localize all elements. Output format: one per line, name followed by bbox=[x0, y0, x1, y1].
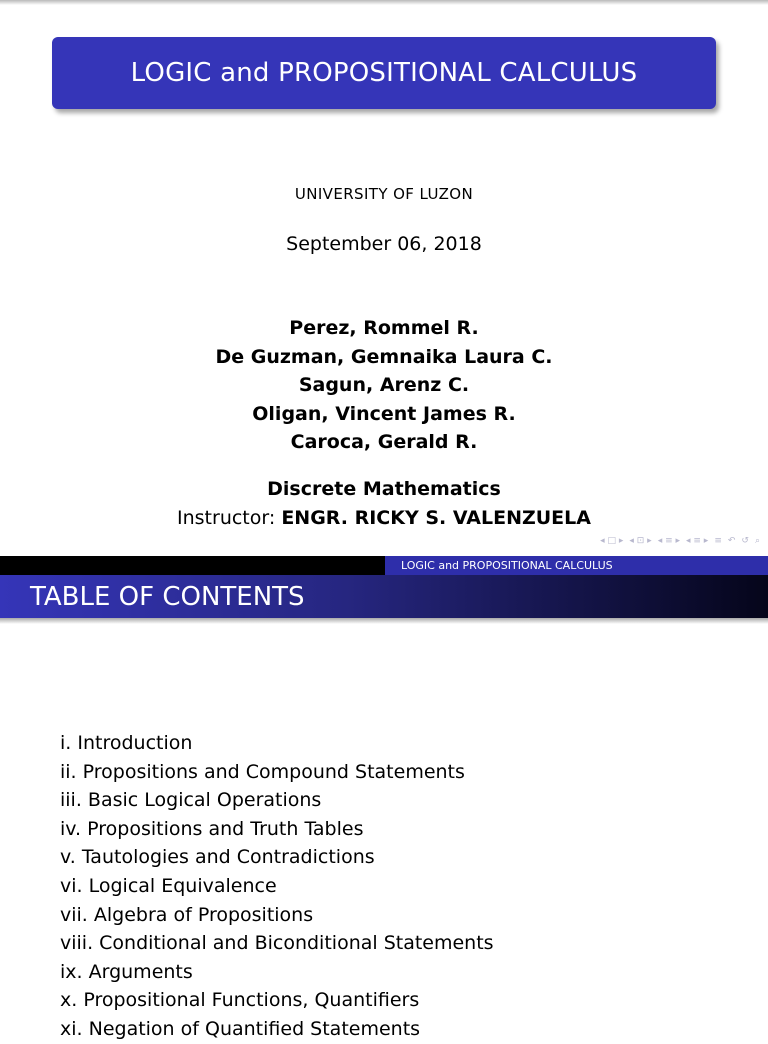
nav-document-icon[interactable]: ◂ ≡ ▸ bbox=[686, 536, 709, 546]
author-name: Caroca, Gerald R. bbox=[290, 431, 478, 453]
toc-item[interactable]: i. Introduction bbox=[60, 732, 193, 754]
slide-top-edge bbox=[0, 0, 768, 5]
instructor-name: ENGR. RICKY S. VALENZUELA bbox=[281, 507, 591, 529]
instructor-label: Instructor: bbox=[177, 507, 276, 529]
presentation-date: September 06, 2018 bbox=[286, 233, 482, 255]
author-name: Oligan, Vincent James R. bbox=[252, 402, 516, 425]
headline-title: LOGIC and PROPOSITIONAL CALCULUS bbox=[401, 559, 613, 572]
beamer-navigation-bar bbox=[600, 536, 760, 546]
toc-item[interactable]: iii. Basic Logical Operations bbox=[60, 789, 322, 812]
author-name: Sagun, Arenz C. bbox=[298, 374, 470, 396]
author-name: Perez, Rommel R. bbox=[289, 317, 479, 339]
nav-align-icon[interactable]: ≡ bbox=[714, 536, 722, 546]
toc-item[interactable]: v. Tautologies and Contradictions bbox=[60, 846, 375, 869]
author-name: De Guzman, Gemnaika Laura C. bbox=[215, 345, 553, 368]
toc-item[interactable]: viii. Conditional and Biconditional Statements bbox=[60, 932, 494, 955]
frame-title-bar bbox=[0, 575, 768, 618]
toc-item[interactable]: x. Propositional Functions, Quantifiers bbox=[60, 989, 420, 1012]
toc-item[interactable]: vi. Logical Equivalence bbox=[60, 874, 277, 897]
toc-slide bbox=[0, 556, 768, 1040]
toc-item[interactable]: ix. Arguments bbox=[60, 960, 193, 983]
toc-item[interactable]: ii. Propositions and Compound Statements bbox=[60, 760, 465, 783]
nav-back-icon[interactable]: ↶ bbox=[727, 536, 736, 546]
frame-title-shadow bbox=[0, 618, 768, 624]
nav-section-icon[interactable]: ◂ ≡ ▸ bbox=[657, 536, 680, 546]
nav-frame-icon[interactable]: ◂ □ ▸ bbox=[600, 536, 624, 546]
toc-item[interactable]: iv. Propositions and Truth Tables bbox=[60, 817, 364, 840]
nav-subsection-icon[interactable]: ◂ ⊡ ▸ bbox=[629, 536, 652, 546]
author-list bbox=[0, 314, 768, 457]
toc-item[interactable]: xi. Negation of Quantified Statements bbox=[60, 1017, 421, 1040]
headline-title-box bbox=[385, 556, 768, 575]
instructor-line bbox=[0, 507, 768, 529]
presentation-title: LOGIC and PROPOSITIONAL CALCULUS bbox=[130, 58, 638, 88]
frame-title: TABLE OF CONTENTS bbox=[30, 581, 305, 612]
toc-list bbox=[60, 729, 494, 1044]
toc-item[interactable]: vii. Algebra of Propositions bbox=[60, 903, 314, 926]
institute: UNIVERSITY OF LUZON bbox=[294, 185, 474, 203]
nav-search-icon[interactable]: ⌕ bbox=[754, 536, 760, 546]
title-box bbox=[52, 37, 716, 109]
nav-forward-icon[interactable]: ↺ bbox=[741, 536, 749, 546]
course-name: Discrete Mathematics bbox=[267, 478, 501, 500]
